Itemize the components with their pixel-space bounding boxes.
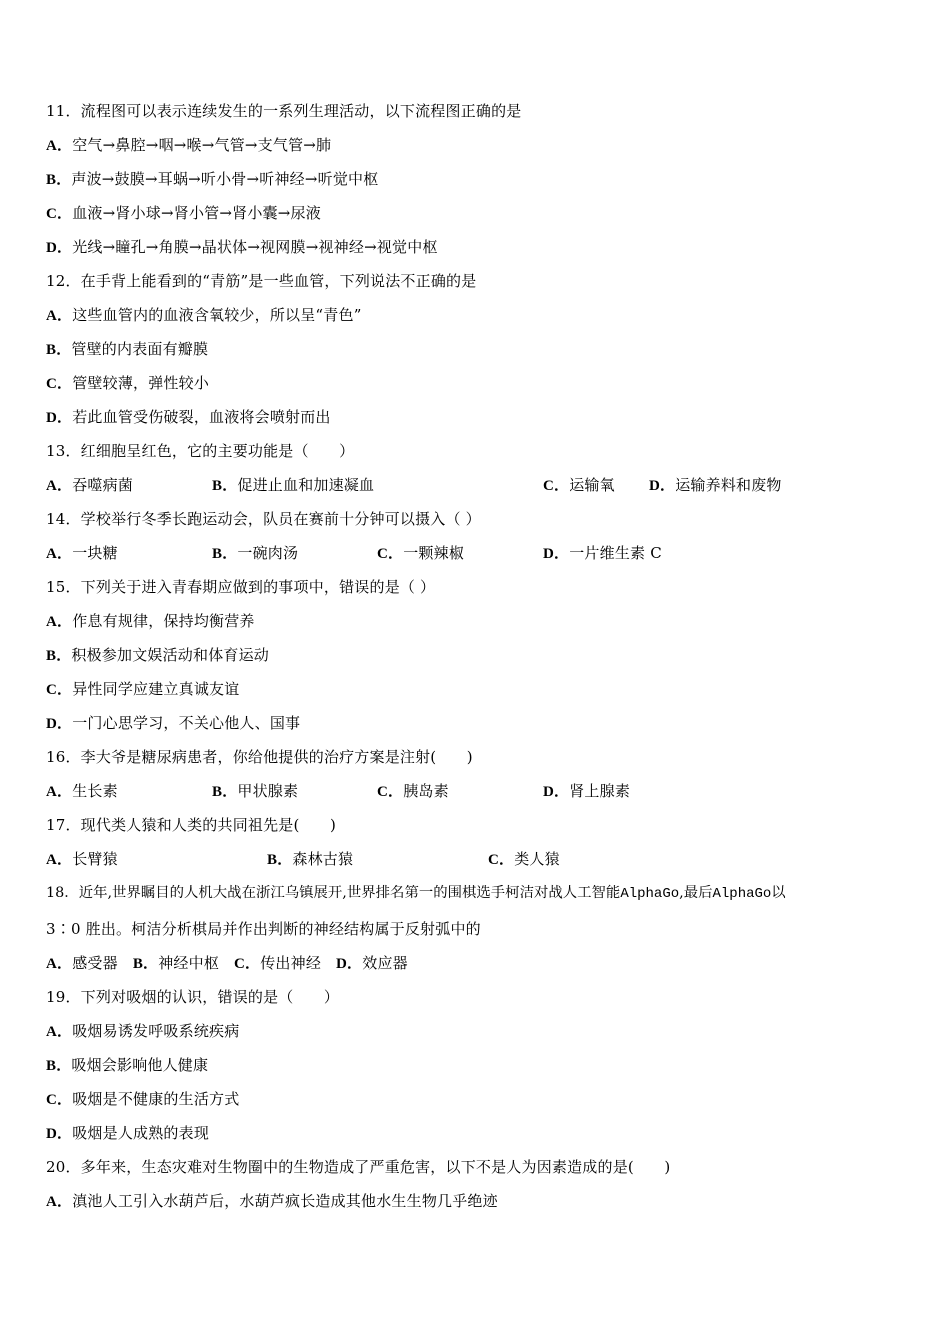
option-text: 一颗辣椒 xyxy=(403,544,465,562)
option-label: B． xyxy=(212,784,238,800)
option-text: 肾上腺素 xyxy=(569,782,631,800)
option-text: 甲状腺素 xyxy=(237,782,299,800)
question-12-option-d xyxy=(46,407,331,428)
question-20-stem: 20．多年来，生态灾难对生物圈中的生物造成了严重危害，以下不是人为因素造成的是( ) xyxy=(46,1158,671,1176)
option-label: C． xyxy=(234,956,261,972)
question-15-option-d xyxy=(46,713,300,734)
question-18-stem-line2: 3∶0 胜出。柯洁分析棋局并作出判断的神经结构属于反射弧中的 xyxy=(46,920,481,938)
option-text: 一门心思学习，不关心他人、国事 xyxy=(72,714,301,732)
option-label: D． xyxy=(336,956,363,972)
question-12-option-a xyxy=(46,305,362,326)
option-label: C． xyxy=(377,784,404,800)
question-15-option-c xyxy=(46,679,239,700)
question-18-options-row xyxy=(46,953,408,974)
option-text: 类人猿 xyxy=(514,850,560,868)
option-label: D． xyxy=(649,478,676,494)
question-15-option-b xyxy=(46,645,269,666)
option-text: 血液→肾小球→肾小管→肾小囊→尿液 xyxy=(72,204,321,222)
option-label: C． xyxy=(46,682,73,698)
stem-text: 以 xyxy=(771,885,786,901)
option-label: B． xyxy=(132,956,159,972)
question-14-option-b xyxy=(212,543,298,564)
question-15-option-a xyxy=(46,611,255,632)
option-label: C． xyxy=(46,1092,73,1108)
option-text: 一片维生素 C xyxy=(569,544,662,562)
option-label: A． xyxy=(46,138,73,154)
option-text: 传出神经 xyxy=(260,954,322,972)
option-text: 空气→鼻腔→咽→喉→气管→支气管→肺 xyxy=(72,136,332,154)
question-16-option-c xyxy=(377,781,449,802)
question-19-option-d xyxy=(46,1123,209,1144)
option-text: 一碗肉汤 xyxy=(237,544,299,562)
question-11-stem: 11．流程图可以表示连续发生的一系列生理活动，以下流程图正确的是 xyxy=(46,102,522,120)
option-text: 积极参加文娱活动和体育运动 xyxy=(71,646,270,664)
option-text: 这些血管内的血液含氧较少，所以呈“青色” xyxy=(72,306,362,324)
option-text: 若此血管受伤破裂，血液将会喷射而出 xyxy=(72,408,331,426)
question-15-stem: 15．下列关于进入青春期应做到的事项中，错误的是（ ） xyxy=(46,578,436,596)
question-19-option-c xyxy=(46,1089,239,1110)
question-13-option-a xyxy=(46,475,133,496)
option-label: D． xyxy=(46,410,73,426)
option-text: 促进止血和加速凝血 xyxy=(237,476,375,494)
option-text: 管壁的内表面有瓣膜 xyxy=(71,340,209,358)
option-label: B． xyxy=(46,648,72,664)
question-16-stem: 16．李大爷是糖尿病患者，你给他提供的治疗方案是注射( ) xyxy=(46,748,473,766)
option-text: 异性同学应建立真诚友谊 xyxy=(72,680,240,698)
option-label: A． xyxy=(46,1194,73,1210)
option-label: C． xyxy=(543,478,570,494)
question-14-option-c xyxy=(377,543,464,564)
question-12-option-b xyxy=(46,339,208,360)
option-label: A． xyxy=(46,852,73,868)
option-text: 生长素 xyxy=(72,782,118,800)
option-text: 吸烟是不健康的生活方式 xyxy=(72,1090,240,1108)
question-12-option-c xyxy=(46,373,209,394)
question-16-option-d xyxy=(543,781,630,802)
option-label: D． xyxy=(543,784,570,800)
option-text: 运输养料和废物 xyxy=(675,476,782,494)
question-11-option-b xyxy=(46,169,378,190)
question-12-stem: 12．在手背上能看到的“青筋”是一些血管，下列说法不正确的是 xyxy=(46,272,477,290)
option-label: B． xyxy=(46,342,72,358)
option-text: 效应器 xyxy=(362,954,408,972)
option-text: 神经中枢 xyxy=(158,954,220,972)
option-label: D． xyxy=(543,546,570,562)
option-label: A． xyxy=(46,308,73,324)
option-label: C． xyxy=(46,376,73,392)
option-label: A． xyxy=(46,956,73,972)
question-11-option-d xyxy=(46,237,438,258)
question-18-option-d xyxy=(336,954,408,972)
option-text: 吸烟是人成熟的表现 xyxy=(72,1124,210,1142)
option-label: D． xyxy=(46,240,73,256)
option-label: A． xyxy=(46,614,73,630)
question-14-option-a xyxy=(46,543,118,564)
option-label: A． xyxy=(46,784,73,800)
option-label: A． xyxy=(46,478,73,494)
stem-term: AlphaGo xyxy=(712,886,772,902)
option-label: C． xyxy=(46,206,73,222)
option-label: B． xyxy=(212,478,238,494)
question-17-option-b xyxy=(267,849,353,870)
stem-text: 18．近年,世界瞩目的人机大战在浙江乌镇展开,世界排名第一的围棋选手柯洁对战人工智能 xyxy=(46,885,621,901)
question-18-option-c xyxy=(234,954,321,972)
question-19-stem: 19．下列对吸烟的认识，错误的是（ ） xyxy=(46,988,340,1006)
option-label: B． xyxy=(212,546,238,562)
option-text: 吸烟易诱发呼吸系统疾病 xyxy=(72,1022,240,1040)
question-20-option-a xyxy=(46,1191,498,1212)
option-text: 森林古猿 xyxy=(292,850,354,868)
option-text: 滇池人工引入水葫芦后，水葫芦疯长造成其他水生生物几乎绝迹 xyxy=(72,1192,498,1210)
stem-text: ,最后 xyxy=(679,885,713,901)
question-16-option-b xyxy=(212,781,298,802)
question-18-stem-line1 xyxy=(46,883,786,904)
question-19-option-b xyxy=(46,1055,208,1076)
question-17-option-c xyxy=(488,849,560,870)
option-label: B． xyxy=(46,172,72,188)
question-16-option-a xyxy=(46,781,118,802)
option-label: D． xyxy=(46,1126,73,1142)
option-text: 运输氧 xyxy=(569,476,615,494)
option-text: 作息有规律，保持均衡营养 xyxy=(72,612,255,630)
option-text: 胰岛素 xyxy=(403,782,449,800)
option-label: B． xyxy=(46,1058,72,1074)
option-label: D． xyxy=(46,716,73,732)
option-text: 感受器 xyxy=(72,954,118,972)
question-19-option-a xyxy=(46,1021,239,1042)
option-label: B． xyxy=(267,852,293,868)
question-18-option-a xyxy=(46,954,118,972)
question-14-stem: 14．学校举行冬季长跑运动会，队员在赛前十分钟可以摄入（ ） xyxy=(46,510,481,528)
option-text: 长臂猿 xyxy=(72,850,118,868)
question-13-option-b xyxy=(212,475,374,496)
option-text: 声波→鼓膜→耳蜗→听小骨→听神经→听觉中枢 xyxy=(71,170,379,188)
question-14-option-d xyxy=(543,543,662,564)
option-text: 吸烟会影响他人健康 xyxy=(71,1056,209,1074)
stem-term: AlphaGo xyxy=(620,886,680,902)
option-label: A． xyxy=(46,1024,73,1040)
question-17-option-a xyxy=(46,849,118,870)
question-11-option-c xyxy=(46,203,321,224)
option-text: 光线→瞳孔→角膜→晶状体→视网膜→视神经→视觉中枢 xyxy=(72,238,438,256)
option-text: 一块糖 xyxy=(72,544,118,562)
question-17-stem: 17．现代类人猿和人类的共同祖先是( ) xyxy=(46,816,336,834)
question-13-option-c xyxy=(543,475,615,496)
question-13-option-d xyxy=(649,475,782,496)
option-label: C． xyxy=(488,852,515,868)
option-text: 管壁较薄，弹性较小 xyxy=(72,374,210,392)
option-text: 吞噬病菌 xyxy=(72,476,134,494)
option-label: C． xyxy=(377,546,404,562)
question-11-option-a xyxy=(46,135,331,156)
option-label: A． xyxy=(46,546,73,562)
question-18-option-b xyxy=(133,954,219,972)
question-13-stem: 13．红细胞呈红色，它的主要功能是（ ） xyxy=(46,442,355,460)
